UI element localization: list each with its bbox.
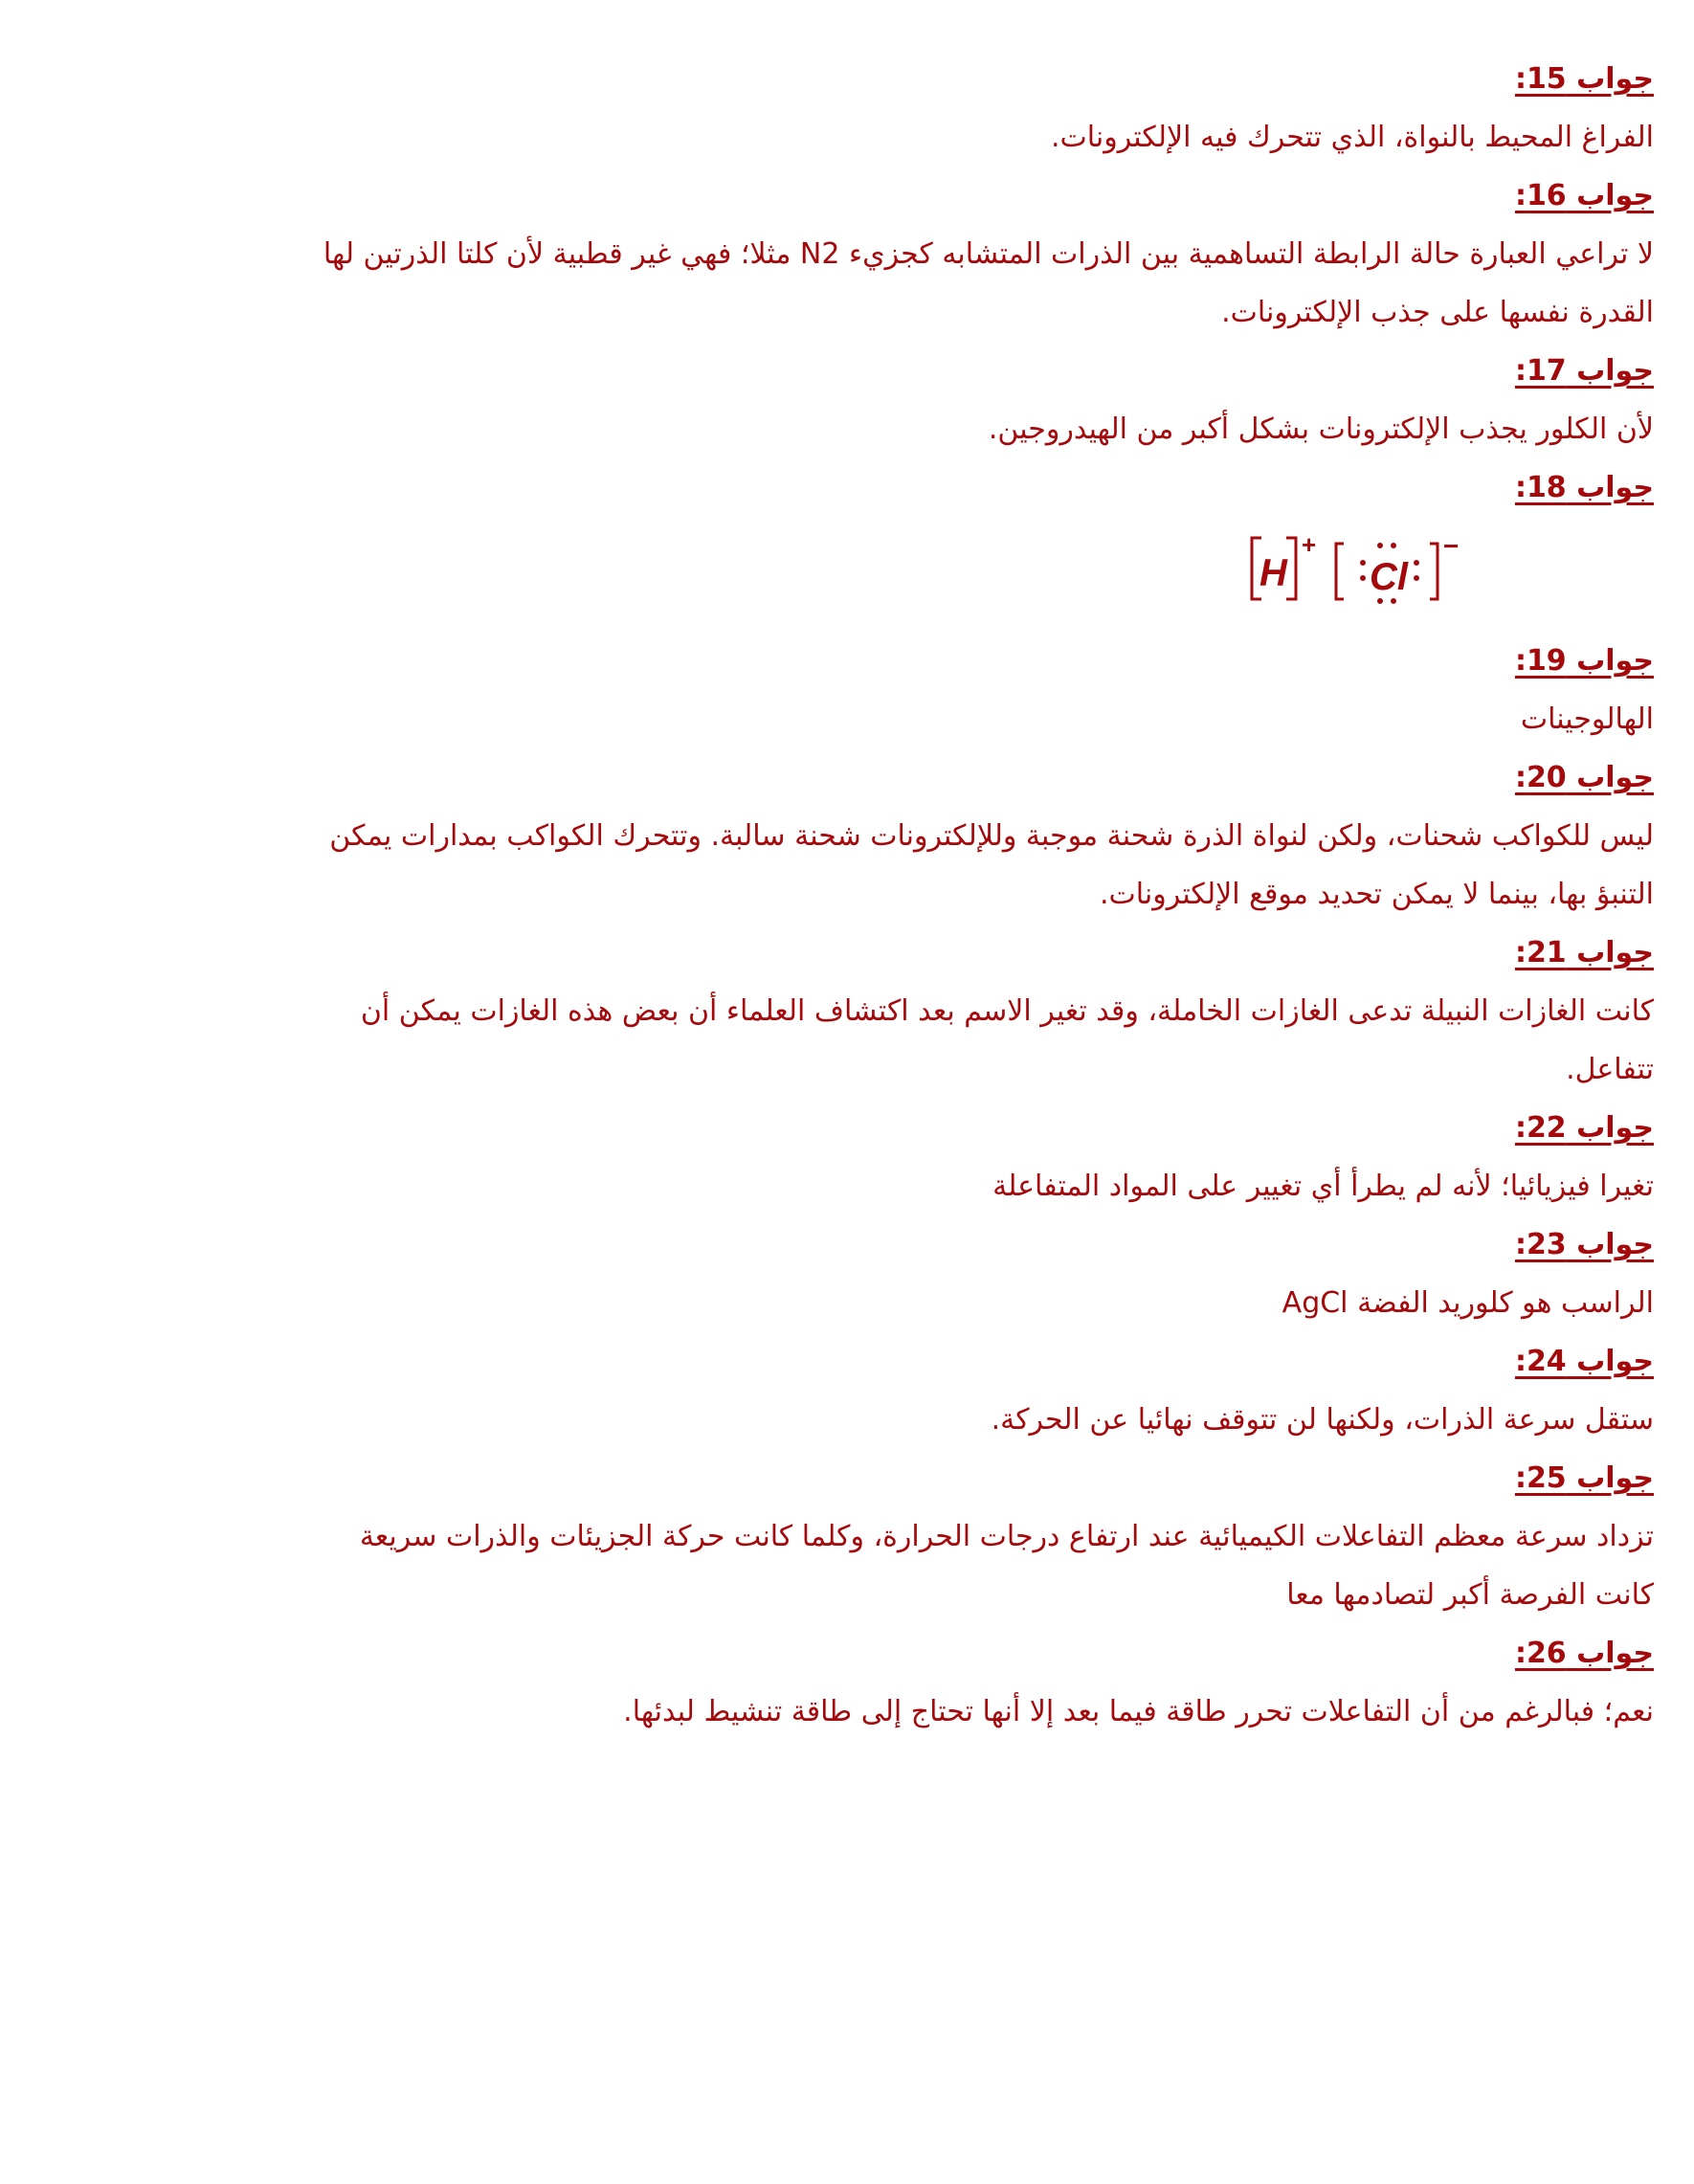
answer-23: [96, 1215, 1654, 1332]
answer-text: تتفاعل.: [1566, 1053, 1654, 1086]
answer-label: جواب 24:: [1514, 1345, 1654, 1378]
answer-19: [96, 632, 1654, 748]
answer-text: كانت الغازات النبيلة تدعى الغازات الخاملة، وقد تغير الاسم بعد اكتشاف العلماء أن بعض هذه الغازات يمكن أن: [360, 994, 1654, 1028]
answer-text: نعم؛ فبالرغم من أن التفاعلات تحرر طاقة فيما بعد إلا أنها تحتاج إلى طاقة تنشيط لبدئها.: [623, 1695, 1654, 1728]
answer-text: التنبؤ بها، بينما لا يمكن تحديد موقع الإلكترونات.: [1100, 878, 1654, 911]
answer-label: جواب 25:: [1514, 1461, 1654, 1495]
answer-text: لأن الكلور يجذب الإلكترونات بشكل أكبر من الهيدروجين.: [988, 412, 1654, 446]
answer-sheet: [96, 50, 1654, 1741]
answer-18: [96, 458, 1654, 632]
formula-container: [96, 517, 1654, 632]
answer-text: الفراغ المحيط بالنواة، الذي تتحرك فيه الإلكترونات.: [1050, 121, 1654, 154]
answer-text: تزداد سرعة معظم التفاعلات الكيميائية عند ارتفاع درجات الحرارة، وكلما كانت حركة الجزيئات والذرات سريعة: [359, 1520, 1654, 1553]
answer-text: ستقل سرعة الذرات، ولكنها لن تتوقف نهائيا عن الحركة.: [991, 1403, 1654, 1437]
answer-label: جواب 16:: [1514, 179, 1654, 212]
answer-22: [96, 1099, 1654, 1215]
answer-20: [96, 748, 1654, 924]
answer-17: [96, 342, 1654, 458]
cation-symbol: H: [1259, 552, 1287, 594]
answer-label: جواب 20:: [1514, 761, 1654, 794]
answer-21: [96, 924, 1654, 1099]
answer-26: [96, 1624, 1654, 1741]
answer-text: تغيرا فيزيائيا؛ لأنه لم يطرأ أي تغيير على المواد المتفاعلة: [992, 1170, 1654, 1203]
answer-label: جواب 19:: [1514, 644, 1654, 678]
anion-symbol: Cl: [1370, 556, 1408, 598]
answer-text: الراسب هو كلوريد الفضة AgCl: [1282, 1286, 1654, 1320]
answer-text: لا تراعي العبارة حالة الرابطة التساهمية بين الذرات المتشابه كجزيء N2 مثلا؛ فهي غير قطبية لأن كلتا الذرتين لها: [323, 237, 1654, 271]
answer-text: كانت الفرصة أكبر لتصادمها معا: [1286, 1578, 1654, 1612]
answer-text: القدرة نفسها على جذب الإلكترونات.: [1221, 296, 1654, 329]
cation-charge: +: [1302, 530, 1317, 559]
answer-label: جواب 21:: [1514, 936, 1654, 969]
answer-label: جواب 18:: [1514, 471, 1654, 504]
answer-16: [96, 167, 1654, 342]
answer-label: جواب 17:: [1514, 354, 1654, 388]
answer-15: [96, 50, 1654, 167]
answer-label: جواب 23:: [1514, 1228, 1654, 1261]
hcl-lewis-structure: [1244, 524, 1493, 611]
answer-label: جواب 22:: [1514, 1111, 1654, 1145]
answer-25: [96, 1449, 1654, 1624]
answer-label: جواب 26:: [1514, 1637, 1654, 1670]
answer-text: ليس للكواكب شحنات، ولكن لنواة الذرة شحنة موجبة وللإلكترونات شحنة سالبة. وتتحرك الكواكب بمدارات يمكن: [329, 819, 1654, 853]
answer-label: جواب 15:: [1514, 62, 1654, 96]
answer-text: الهالوجينات: [1520, 702, 1654, 736]
answer-24: [96, 1332, 1654, 1449]
anion-charge: −: [1443, 531, 1460, 561]
